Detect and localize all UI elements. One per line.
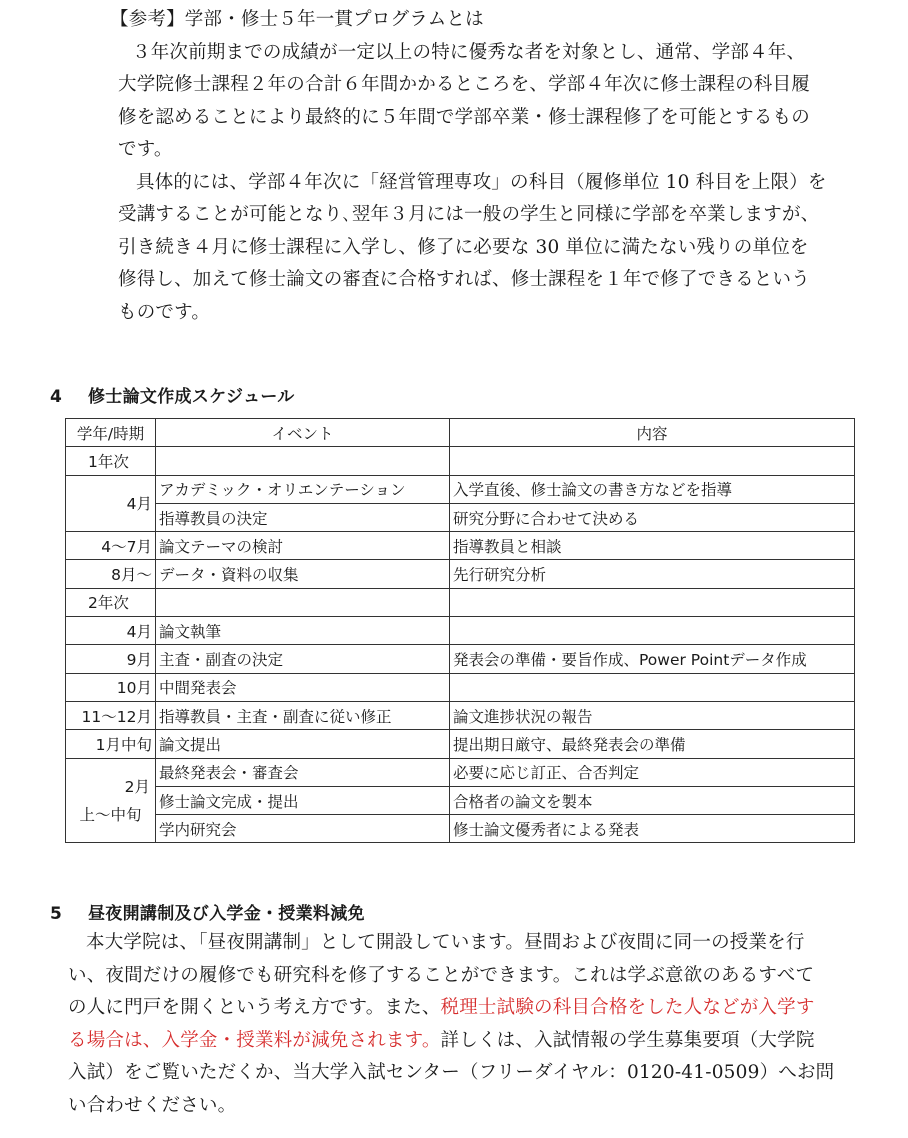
table-row xyxy=(66,503,855,531)
section5-title: 昼夜開講制及び入学金・授業料減免 xyxy=(88,904,365,924)
year-2-label: 2年次 xyxy=(66,588,156,616)
content-cell: 提出期日厳守、最終発表会の準備 xyxy=(450,730,855,758)
reference-para2-line3: 引き続き４月に修士課程に入学し、修了に必要な 30 単位に満たない残りの単位を xyxy=(118,236,809,258)
header-period: 学年/時期 xyxy=(66,419,156,447)
content-cell: 修士論文優秀者による発表 xyxy=(450,815,855,843)
content-cell xyxy=(450,617,855,645)
event-cell: 最終発表会・審査会 xyxy=(156,758,450,786)
table-row xyxy=(66,475,855,503)
reference-para2-line1: 具体的には、学部４年次に「経営管理専攻」の科目（履修単位 10 科目を上限）を xyxy=(136,171,827,193)
event-cell: 学内研究会 xyxy=(156,815,450,843)
reference-title: 【参考】学部・修士５年一貫プログラムとは xyxy=(110,9,484,30)
period-cell: 1月中旬 xyxy=(66,730,156,758)
section5-line4-plain: 詳しくは、入試情報の学生募集要項（大学院 xyxy=(440,1029,815,1051)
event-cell: 修士論文完成・提出 xyxy=(156,786,450,814)
header-content: 内容 xyxy=(450,419,855,447)
section5-line4-highlight: る場合は、入学金・授業料が減免されます。 xyxy=(68,1029,441,1051)
reference-para1-line2: 大学院修士課程２年の合計６年間かかるところを、学部４年次に修士課程の科目履 xyxy=(118,74,810,95)
period-cell-feb xyxy=(66,758,156,843)
section4-heading xyxy=(50,382,295,407)
section5-line3-highlight: 税理士試験の科目合格をした人などが入学す xyxy=(440,997,815,1018)
section5-line3 xyxy=(68,992,868,1025)
content-cell: 研究分野に合わせて決める xyxy=(450,503,855,531)
header-event: イベント xyxy=(156,419,450,447)
reference-para1-line4: です。 xyxy=(118,139,173,160)
section5-line5: 入試）をご覧いただくか、当大学入試センター（フリーダイヤル：0120-41-0509）へお問 xyxy=(68,1062,835,1083)
reference-para2-line5: ものです。 xyxy=(118,301,211,323)
event-cell: 論文提出 xyxy=(156,730,450,758)
content-cell: 発表会の準備・要旨作成、Power Pointデータ作成 xyxy=(450,645,855,673)
event-cell: 指導教員の決定 xyxy=(156,503,450,531)
section5-line1: 本大学院は、「昼夜開講制」として開設しています。昼間および夜間に同一の授業を行 xyxy=(86,932,805,953)
table-row xyxy=(66,532,855,560)
reference-para2-line4: 修得し、加えて修士論文の審査に合格すれば、修士課程を１年で修了できるという xyxy=(118,269,810,290)
table-row xyxy=(66,730,855,758)
period-feb-line1: 2月 xyxy=(124,777,150,796)
table-row xyxy=(66,447,855,475)
section5-number: 5 xyxy=(50,904,63,924)
event-cell: 論文執筆 xyxy=(156,617,450,645)
reference-block xyxy=(110,4,878,329)
content-cell: 先行研究分析 xyxy=(450,560,855,588)
year-1-label: 1年次 xyxy=(66,447,156,475)
content-cell: 必要に応じ訂正、合否判定 xyxy=(450,758,855,786)
event-cell: データ・資料の収集 xyxy=(156,560,450,588)
section4-title: 修士論文作成スケジュール xyxy=(88,387,295,407)
content-cell xyxy=(450,673,855,701)
table-row xyxy=(66,758,855,786)
table-row xyxy=(66,617,855,645)
reference-para2-line2: 受講することが可能となり､翌年３月には一般の学生と同様に学部を卒業しますが、 xyxy=(118,204,820,225)
period-cell: 10月 xyxy=(66,673,156,701)
section5-line3-plain: の人に門戸を開くという考え方です。また、 xyxy=(68,997,441,1018)
content-cell: 指導教員と相談 xyxy=(450,532,855,560)
section5-line2: い、夜間だけの履修でも研究科を修了することができます。これは学ぶ意欲のあるすべて xyxy=(68,964,815,986)
period-cell: 4～7月 xyxy=(66,532,156,560)
event-cell: 中間発表会 xyxy=(156,673,450,701)
section5-heading xyxy=(50,899,365,924)
period-cell: 9月 xyxy=(66,645,156,673)
section4-number: 4 xyxy=(50,387,63,407)
period-cell: 4月 xyxy=(66,617,156,645)
table-row xyxy=(66,588,855,616)
event-cell: 指導教員・主査・副査に従い修正 xyxy=(156,701,450,729)
table-row xyxy=(66,815,855,843)
period-cell: 8月～ xyxy=(66,560,156,588)
content-cell: 合格者の論文を製本 xyxy=(450,786,855,814)
period-feb-line2: 上～中旬 xyxy=(79,805,142,824)
schedule-table xyxy=(65,418,855,843)
event-cell: 論文テーマの検討 xyxy=(156,532,450,560)
section5-line4 xyxy=(68,1025,868,1058)
table-row xyxy=(66,560,855,588)
reference-para1-line3: 修を認めることにより最終的に５年間で学部卒業・修士課程修了を可能とするもの xyxy=(118,106,810,128)
period-cell: 11～12月 xyxy=(66,701,156,729)
table-header-row xyxy=(66,419,855,447)
content-cell: 入学直後、修士論文の書き方などを指導 xyxy=(450,475,855,503)
reference-para1-line1: ３年次前期までの成績が一定以上の特に優秀な者を対象とし、通常、学部４年、 xyxy=(132,41,806,63)
section5-body xyxy=(68,927,868,1122)
event-cell: アカデミック・オリエンテーション xyxy=(156,475,450,503)
table-row xyxy=(66,701,855,729)
event-cell: 主査・副査の決定 xyxy=(156,645,450,673)
section5-line6: い合わせください。 xyxy=(68,1094,237,1116)
content-cell: 論文進捗状況の報告 xyxy=(450,701,855,729)
table-row xyxy=(66,786,855,814)
table-row xyxy=(66,673,855,701)
period-cell: 4月 xyxy=(66,475,156,532)
table-row xyxy=(66,645,855,673)
